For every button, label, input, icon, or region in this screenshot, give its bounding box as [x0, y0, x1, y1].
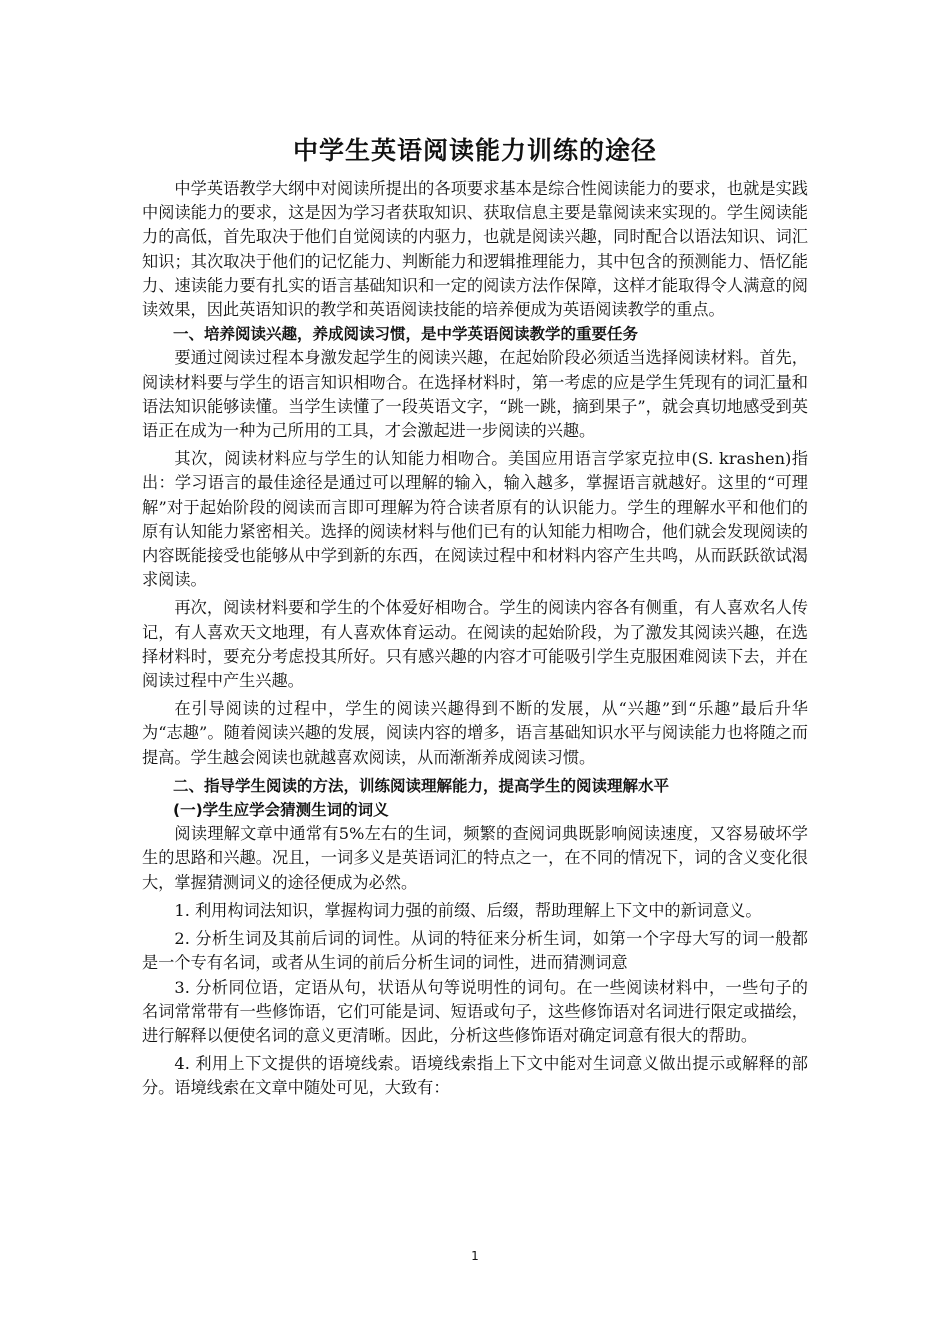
list-item: 3. 分析同位语，定语从句，状语从句等说明性的词句。在一些阅读材料中，一些句子的名词常常带有一些修饰语，它们可能是词、短语或句子，这些修饰语对名词进行限定或描绘，进行解释以便使名词的意义更清晰。因此，分析这些修饰语对确定词意有很大的帮助。	[142, 977, 808, 1045]
list-item: 2. 分析生词及其前后词的词性。从词的特征来分析生词，如第一个字母大写的词一般都是一个专有名词，或者从生词的前后分析生词的词性，进而猜测词意	[142, 929, 808, 973]
body-paragraph: 阅读理解文章中通常有5%左右的生词，频繁的查阅词典既影响阅读速度，又容易破坏学生的思路和兴趣。况且，一词多义是英语词汇的特点之一，在不同的情况下，词的含义变化很大，掌握猜测词义的途径便成为必然。	[142, 824, 808, 892]
document-body	[142, 133, 808, 1101]
page-number: 1	[471, 1249, 479, 1263]
body-paragraph: 再次，阅读材料要和学生的个体爱好相吻合。学生的阅读内容各有侧重，有人喜欢名人传记，有人喜欢天文地理，有人喜欢体育运动。在阅读的起始阶段，为了激发其阅读兴趣，在选择材料时，要充分考虑投其所好。只有感兴趣的内容才可能吸引学生克服困难阅读下去，并在阅读过程中产生兴趣。	[142, 598, 808, 691]
page-title: 中学生英语阅读能力训练的途径	[292, 136, 657, 165]
list-item: 1. 利用构词法知识，掌握构词力强的前缀、后缀，帮助理解上下文中的新词意义。	[174, 900, 762, 920]
section-heading-2: 二、指导学生阅读的方法，训练阅读理解能力，提高学生的阅读理解水平	[173, 776, 670, 795]
list-item: 4. 利用上下文提供的语境线索。语境线索指上下文中能对生词意义做出提示或解释的部分。语境线索在文章中随处可见，大致有：	[142, 1054, 808, 1098]
body-paragraph: 在引导阅读的过程中，学生的阅读兴趣得到不断的发展，从“兴趣”到“乐趣”最后升华为“志趣”。随着阅读兴趣的发展，阅读内容的增多，语言基础知识水平与阅读能力也将随之而提高。学生越会阅读也就越喜欢阅读，从而渐渐养成阅读习惯。	[142, 699, 808, 767]
body-paragraph: 要通过阅读过程本身激发起学生的阅读兴趣，在起始阶段必须适当选择阅读材料。首先，阅读材料要与学生的语言知识相吻合。在选择材料时，第一考虑的应是学生凭现有的词汇量和语法知识能够读懂。当学生读懂了一段英语文字，“跳一跳，摘到果子”，就会真切地感受到英语正在成为一种为己所用的工具，才会激起进一步阅读的兴趣。	[142, 348, 808, 441]
section-heading-1: 一、培养阅读兴趣，养成阅读习惯，是中学英语阅读教学的重要任务	[173, 325, 639, 344]
subsection-heading: (一)学生应学会猜测生词的词义	[173, 801, 389, 820]
body-paragraph: 其次，阅读材料应与学生的认知能力相吻合。美国应用语言学家克拉申(S. krashen)指出：学习语言的最佳途径是通过可以理解的输入，输入越多，掌握语言就越好。这里的“可理解”对于起始阶段的阅读而言即可理解为符合读者原有的认识能力。学生的理解水平和他们的原有认知能力紧密相关。选择的阅读材料与他们已有的认知能力相吻合，他们就会发现阅读的内容既能接受也能够从中学到新的东西，在阅读过程中和材料内容产生共鸣，从而跃跃欲试渴求阅读。	[142, 449, 808, 590]
intro-paragraph: 中学英语教学大纲中对阅读所提出的各项要求基本是综合性阅读能力的要求，也就是实践中阅读能力的要求，这是因为学习者获取知识、获取信息主要是靠阅读来实现的。学生阅读能力的高低，首先取决于他们自觉阅读的内驱力，也就是阅读兴趣，同时配合以语法知识、词汇知识；其次取决于他们的记忆能力、判断能力和逻辑推理能力，其中包含的预测能力、悟忆能力、速读能力要有扎实的语言基础知识和一定的阅读方法作保障，这样才能取得令人满意的阅读效果，因此英语知识的教学和英语阅读技能的培养便成为英语阅读教学的重点。	[142, 179, 808, 320]
